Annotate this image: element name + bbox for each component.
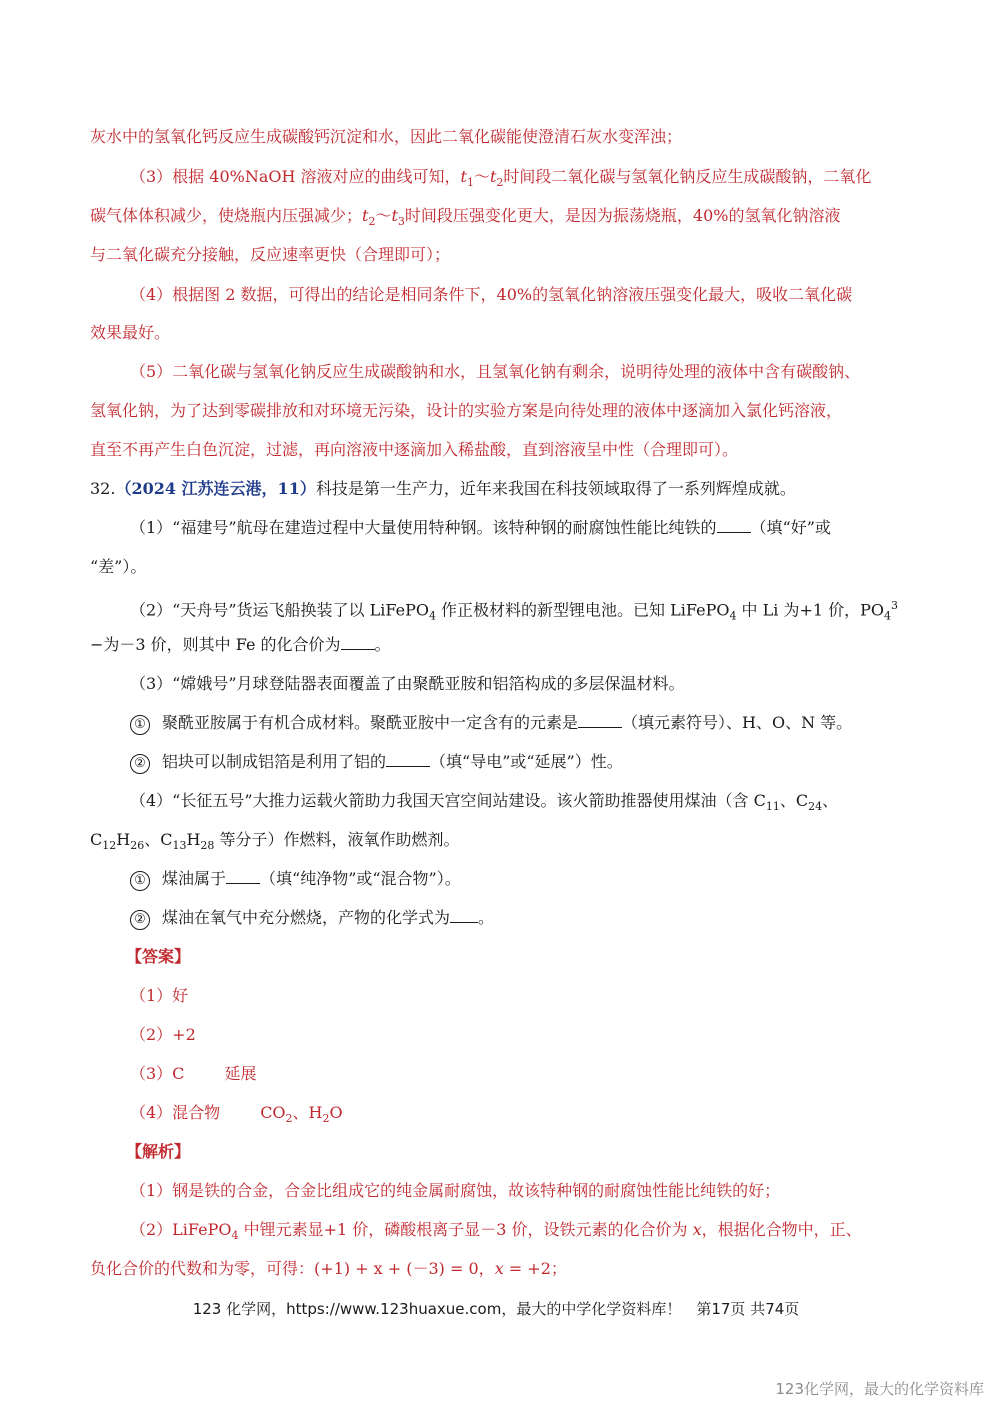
- subscript: 4: [428, 609, 436, 623]
- analysis-line: [90, 322, 170, 344]
- subscript: 2: [368, 215, 376, 229]
- text: （3）“嫦娥号”月球登陆器表面覆盖了由聚酰亚胺和铝箔构成的多层保温材料。: [130, 674, 685, 693]
- text: （2）LiFePO: [130, 1220, 232, 1239]
- circled-number: ②: [130, 754, 150, 774]
- text: 、: [822, 791, 839, 810]
- subscript: 2: [322, 1112, 330, 1126]
- answer-3: [130, 1063, 256, 1085]
- text: 与二氧化碳充分接触，反应速率更快（合理即可）；: [90, 245, 451, 264]
- text: 等分子）作燃料，液氧作助燃剂。: [214, 830, 460, 849]
- circled-number: ①: [130, 871, 150, 891]
- sub-question-2-cont: [90, 634, 391, 656]
- tilde: ～: [375, 206, 392, 225]
- watermark: 123化学网，最大的化学资料库: [775, 1380, 984, 1398]
- sub-question-2: [130, 595, 898, 628]
- subscript: 12: [102, 839, 117, 853]
- analysis-2-cont: [90, 1258, 567, 1280]
- text: 中锂元素显+1 价，磷酸根离子显－3 价，设铁元素的化合价为: [238, 1220, 693, 1239]
- text: H: [116, 830, 131, 849]
- var-t: t: [489, 167, 497, 186]
- subscript: 28: [200, 839, 215, 853]
- text: 煤油在氧气中充分燃烧，产物的化学式为: [162, 908, 451, 927]
- superscript: 3: [891, 599, 899, 612]
- sub-question-4-2: [130, 907, 494, 930]
- text: 时间段二氧化碳与氢氧化钠反应生成碳酸钠，二氧化: [503, 167, 872, 186]
- text: H: [186, 830, 201, 849]
- answer-blank: [717, 518, 751, 533]
- text: 科技是第一生产力，近年来我国在科技领域取得了一系列辉煌成就。: [315, 479, 796, 498]
- text: 直至不再产生白色沉淀，过滤，再向溶液中逐滴加入稀盐酸，直到溶液呈中性（合理即可）。: [90, 440, 739, 459]
- analysis-1: （1）钢是铁的合金，合金比组成它的纯金属耐腐蚀，故该特种钢的耐腐蚀性能比纯铁的好；: [130, 1181, 781, 1200]
- text: （填元素符号）、H、O、N 等。: [622, 713, 853, 732]
- question-source: （2024 江苏连云港，11）: [115, 479, 316, 498]
- text: −为－3 价，则其中 Fe 的化合价为: [90, 635, 341, 654]
- var-t: t: [362, 206, 369, 225]
- sub-question-4-cont: [90, 829, 460, 857]
- subscript: 13: [172, 839, 187, 853]
- text: ，根据化合物中，正、: [701, 1220, 862, 1239]
- text: O: [329, 1103, 343, 1122]
- sub-question-3-1: [130, 712, 852, 735]
- subscript: 1: [466, 176, 474, 190]
- answer-blank: [341, 635, 375, 650]
- question-stem: [90, 478, 796, 500]
- text: C: [90, 830, 103, 849]
- circled-number: ②: [130, 910, 150, 930]
- answer-1: （1）好: [130, 986, 189, 1005]
- sub-question-3-2: [130, 751, 623, 774]
- text: CO: [260, 1103, 286, 1122]
- text: 煤油属于: [162, 869, 227, 888]
- text: “差”）。: [90, 557, 147, 576]
- analysis-line: [90, 439, 738, 461]
- var-x: x: [494, 1259, 504, 1278]
- answer-4: [130, 1102, 343, 1130]
- text: 中 Li 为+1 价，PO: [736, 600, 885, 620]
- text: 。: [478, 908, 495, 927]
- text: （5）二氧化碳与氢氧化钠反应生成碳酸钠和水，且氢氧化钠有剩余，说明待处理的液体中含有碳酸钠、: [130, 362, 861, 381]
- answer-blank: [386, 752, 430, 767]
- text: 、C: [144, 830, 173, 849]
- text: 效果最好。: [90, 323, 171, 342]
- var-x: x: [692, 1220, 702, 1239]
- text: = +2；: [503, 1259, 567, 1278]
- answer-header: 【答案】: [126, 947, 191, 966]
- question-number: 32.: [90, 479, 116, 498]
- text: 时间段压强变化更大，是因为振荡烧瓶，40%的氢氧化钠溶液: [404, 206, 841, 225]
- text: 灰水中的氢氧化钙反应生成碳酸钙沉淀和水，因此二氧化碳能使澄清石灰水变浑浊；: [90, 127, 683, 146]
- text: （填“导电”或“延展”）性。: [430, 752, 623, 771]
- text: 、H: [292, 1103, 323, 1122]
- analysis-header: 【解析】: [126, 1142, 191, 1161]
- answer-2: （2）+2: [130, 1025, 196, 1044]
- text: 碳气体体积减少，使烧瓶内压强减少；: [90, 206, 363, 225]
- analysis-line: [130, 284, 852, 306]
- tilde: ～: [473, 167, 490, 186]
- text: 负化合价的代数和为零，可得：(+1) + x + (－3) = 0，: [90, 1259, 495, 1278]
- sub-question-1: [130, 517, 831, 539]
- text: （填“纯净物”或“混合物”）。: [260, 869, 461, 888]
- page-footer: 123 化学网，https://www.123huaxue.com，最大的中学化学资料库！ 第17页 共74页: [192, 1300, 800, 1318]
- text: 、C: [779, 791, 809, 810]
- subscript: 11: [765, 800, 780, 814]
- subscript: 2: [496, 176, 504, 190]
- text: （填“好”或: [750, 518, 831, 537]
- analysis-line: [90, 244, 450, 266]
- subscript: 4: [729, 609, 737, 623]
- analysis-line: [90, 126, 682, 148]
- sub-question-4: [130, 790, 838, 818]
- text: 。: [374, 635, 391, 654]
- sub-question-4-1: [130, 868, 461, 891]
- text: 作正极材料的新型锂电池。已知 LiFePO: [435, 600, 730, 620]
- subscript: 2: [285, 1112, 293, 1126]
- answer-blank: [578, 713, 622, 728]
- answer-blank: [226, 869, 260, 884]
- text: （1）“福建号”航母在建造过程中大量使用特种钢。该特种钢的耐腐蚀性能比纯铁的: [130, 518, 717, 537]
- text: （2）“天舟号”货运飞船换装了以 LiFePO: [130, 600, 429, 620]
- answer-blank: [450, 908, 478, 923]
- sub-question-3: [130, 673, 685, 695]
- text: （4）根据图 2 数据，可得出的结论是相同条件下，40%的氢氧化钠溶液压强变化最大，吸收二氧化碳: [130, 285, 853, 304]
- subscript: 3: [397, 215, 405, 229]
- text: （4）“长征五号”大推力运载火箭助力我国天宫空间站建设。该火箭助推器使用煤油（含 C: [130, 791, 766, 810]
- text: （4）混合物: [130, 1103, 221, 1122]
- analysis-line: [90, 400, 842, 422]
- sub-question-1-cont: [90, 556, 146, 578]
- text: 氢氧化钠，为了达到零碳排放和对环境无污染，设计的实验方案是向待处理的液体中逐滴加入氯化钙溶液，: [90, 401, 843, 420]
- text: （3）C: [130, 1064, 185, 1083]
- var-t: t: [391, 206, 398, 225]
- subscript: 4: [231, 1229, 239, 1243]
- text: 聚酰亚胺属于有机合成材料。聚酰亚胺中一定含有的元素是: [162, 713, 579, 732]
- subscript: 26: [130, 839, 145, 853]
- circled-number: ①: [130, 715, 150, 735]
- analysis-2: [130, 1219, 862, 1247]
- text: （3）根据 40%NaOH 溶液对应的曲线可知，: [130, 167, 461, 186]
- analysis-line: [130, 361, 860, 383]
- var-t: t: [460, 167, 467, 186]
- analysis-line: [130, 166, 871, 194]
- analysis-line: [90, 205, 840, 233]
- subscript: 4: [884, 609, 892, 623]
- subscript: 24: [808, 800, 823, 814]
- text: 铝块可以制成铝箔是利用了铝的: [162, 752, 387, 771]
- text: 延展: [224, 1064, 257, 1083]
